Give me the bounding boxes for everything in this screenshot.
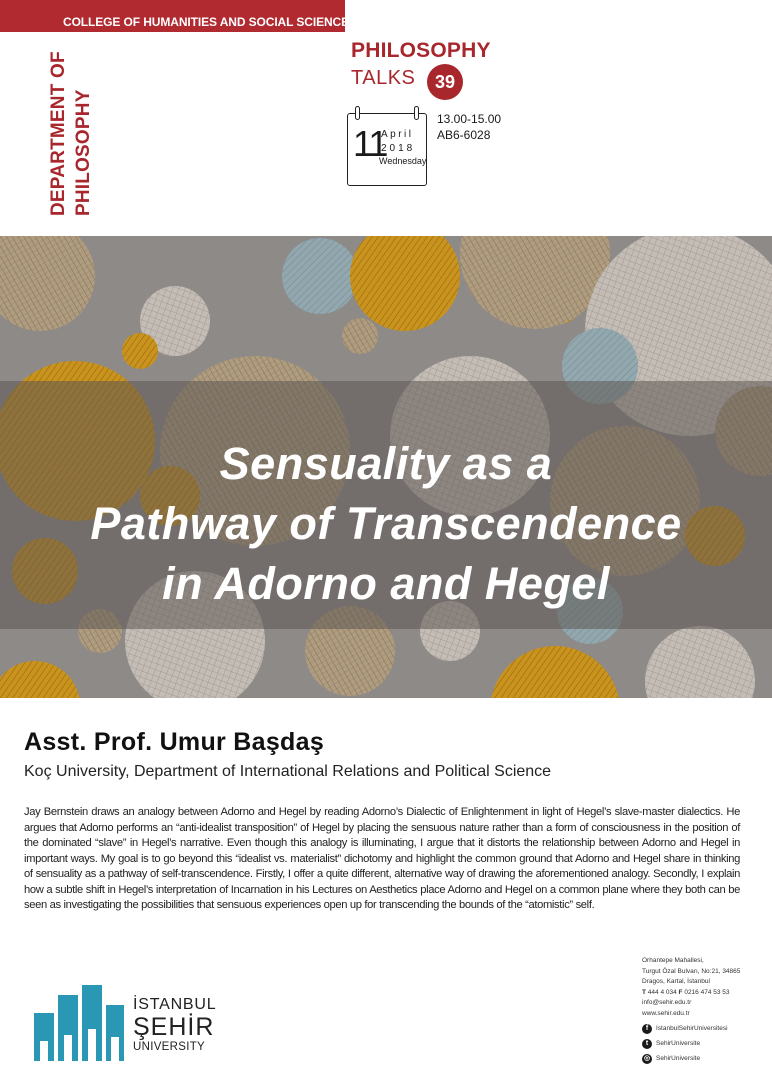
twitter-icon: t <box>642 1039 652 1049</box>
fax-number: 0216 474 53 53 <box>684 988 730 996</box>
instagram-link[interactable] <box>642 1051 728 1066</box>
email-link[interactable]: info@sehir.edu.tr <box>642 999 692 1006</box>
calendar-ring-left <box>355 106 360 120</box>
website-link[interactable]: www.sehir.edu.tr <box>642 1009 690 1017</box>
event-day: 11 <box>353 123 387 164</box>
facebook-link[interactable] <box>642 1021 728 1036</box>
instagram-handle: SehirUniversite <box>656 1055 701 1062</box>
talk-title <box>0 434 772 614</box>
wordmark-line-1: İSTANBUL <box>133 996 217 1013</box>
abstract: Jay Bernstein draws an analogy between Adorno and Hegel by reading Adorno’s Dialectic of Enlightenment in light of Hegel’s slave-master dialectics. He argues that Adorno performs an “anti-idealist transposition” of Hegel by placing the sensuous nature rather than a form of consciousness in the position of the dominated “slave” in Hegel’s narrative. Even though this analogy is illuminating, I argue that it distorts the relationship between Adorno and Hegel in important ways. My goal is to go beyond this “idealist vs. materialist” dichotomy and highlight the common ground that Adorno and Hegel share in thinking of sensuality as a pathway of self-transcendence. Firstly, I offer a quite different, alternative way of drawing the aforementioned analogy. Secondly, I explain how a subtle shift in Hegel’s interpretation of Incarnation in his Lectures on Aesthetics place Adorno and Hegel on a common plane where they both can be seen as investigating the possibilities that sensuous experiences open up for transcending the bounds of the “atomistic” self. <box>24 806 740 911</box>
wordmark-line-3: UNIVERSITY <box>133 1041 206 1053</box>
event-month: April <box>381 129 414 140</box>
speaker-name: Asst. Prof. Umur Başdaş <box>24 728 325 756</box>
university-wordmark <box>133 995 216 1054</box>
event-year: 2018 <box>381 143 416 154</box>
department-line-1: DEPARTMENT OF <box>48 51 69 216</box>
event-room: AB6-6028 <box>437 128 491 142</box>
sehir-logo-icon <box>34 985 124 1061</box>
instagram-icon: ◎ <box>643 1054 651 1062</box>
talk-title-line-2: Pathway of Transcendence <box>90 498 682 549</box>
series-subtitle: TALKS <box>351 67 416 89</box>
department-line-2: PHILOSOPHY <box>73 89 94 216</box>
college-name: COLLEGE OF HUMANITIES AND SOCIAL SCIENCES <box>63 15 357 29</box>
event-time: 13.00-15.00 <box>437 112 502 126</box>
talk-title-line-1: Sensuality as a <box>219 438 553 489</box>
address-line-1: Orhantepe Mahallesi, <box>642 957 704 964</box>
talk-title-line-3: in Adorno and Hegel <box>162 558 610 609</box>
calendar-ring-right <box>414 106 419 120</box>
talk-number-badge: 39 <box>427 64 463 100</box>
phone-number: 444 4 034 <box>647 988 677 996</box>
twitter-handle: SehirUniversite <box>656 1040 701 1047</box>
social-links <box>642 1021 728 1066</box>
department-label <box>46 36 106 216</box>
title-banner <box>0 236 772 698</box>
phone-label: T <box>642 988 646 996</box>
phone-line <box>642 988 740 999</box>
speaker-affiliation: Koç University, Department of International Relations and Political Science <box>24 763 552 780</box>
facebook-icon: f <box>642 1024 652 1034</box>
twitter-link[interactable] <box>642 1036 728 1051</box>
wordmark-line-2: ŞEHİR <box>133 1013 215 1041</box>
event-weekday: Wednesday <box>379 156 427 166</box>
fax-label: F <box>678 988 683 996</box>
address-line-3: Dragos, Kartal, İstanbul <box>642 978 710 985</box>
calendar-icon <box>347 113 427 186</box>
contact-address <box>642 956 740 1019</box>
address-line-2: Turgut Özal Bulvarı, No:21, 34865 <box>642 967 741 975</box>
facebook-handle: IstanbulSehirUniversitesi <box>656 1025 728 1032</box>
series-title: PHILOSOPHY <box>351 39 491 62</box>
